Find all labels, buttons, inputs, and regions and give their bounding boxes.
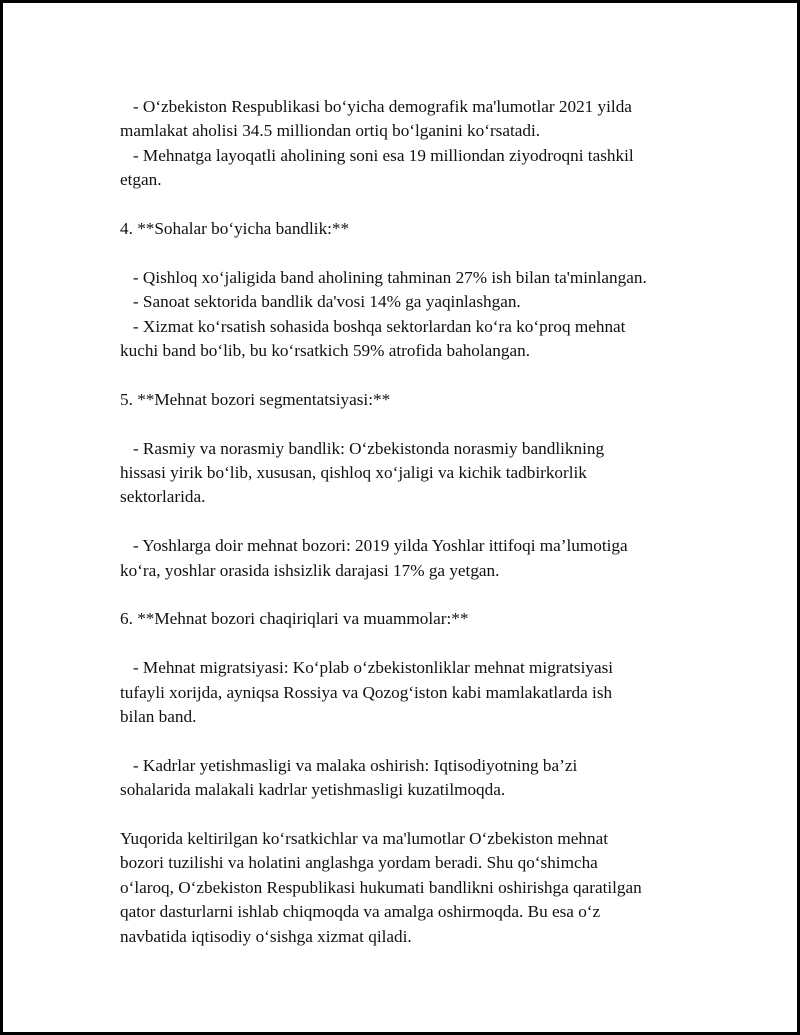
paragraph-youth-labor: - Yoshlarga doir mehnat bozori: 2019 yilda Yoshlar ittifoqi ma’lumotiga ko‘ra, yoshlar orasida ishsizlik darajasi 17% ga yetgan. [120,536,628,580]
spacer [120,510,720,534]
document-body [120,95,720,949]
section-heading-labor-challenges: 6. **Mehnat bozori chaqiriqlari va muammolar:** [120,609,469,629]
section-heading-labor-segmentation: 5. **Mehnat bozori segmentatsiyasi:** [120,389,391,409]
paragraph-demographics: - O‘zbekiston Respublikasi bo‘yicha demografik ma'lumotlar 2021 yilda mamlakat aholisi 34.5 milliondan ortiq bo‘lganini ko‘rsatadi. - Mehnatga layoqatli aholining soni esa 19 milliondan ziyodroqni tashkil etgan. [120,97,634,190]
spacer [120,193,720,217]
paragraph-informal-employment: - Rasmiy va norasmiy bandlik: O‘zbekistonda norasmiy bandlikning hissasi yirik bo‘lib, xususan, qishloq xo‘jaligi va kichik tadbirkorlik sektorlarida. [120,438,605,507]
paragraph-skills-shortage: - Kadrlar yetishmasligi va malaka oshirish: Iqtisodiyotning ba’zi sohalarida malakali kadrlar yetishmasligi kuzatilmoqda. [120,755,578,800]
paragraph-sector-employment: - Qishloq xo‘jaligida band aholining tahminan 27% ish bilan ta'minlangan. - Sanoat sektorida bandlik da'vosi 14% ga yaqinlashgan. - Xizmat ko‘rsatish sohasida boshqa sektorlardan ko‘ra ko‘proq mehnat kuchi band bo‘lib, bu ko‘rsatkich 59% atrofida baholangan. [120,267,647,361]
spacer [120,729,720,753]
spacer [120,363,720,387]
spacer [120,241,720,265]
spacer [120,412,720,436]
spacer [120,803,720,827]
section-heading-employment-by-sector: 4. **Sohalar bo‘yicha bandlik:** [120,219,350,239]
paragraph-labor-migration: - Mehnat migratsiyasi: Ko‘plab o‘zbekistonliklar mehnat migratsiyasi tufayli xorijda, ayniqsa Rossiya va Qozog‘iston kabi mamlakatlarda ish bilan band. [120,658,614,727]
spacer [120,583,720,607]
paragraph-conclusion: Yuqorida keltirilgan ko‘rsatkichlar va ma'lumotlar O‘zbekiston mehnat bozori tuzilishi va holatini anglashga yordam beradi. Shu qo‘shimcha o‘laroq, O‘zbekiston Respublikasi hukumati bandlikni oshirishga qaratilgan qator dasturlarni ishlab chiqmoqda va amalga oshirmoqda. Bu esa o‘z navbatida iqtisodiy o‘sishga xizmat qiladi. [120,829,642,946]
spacer [120,632,720,656]
